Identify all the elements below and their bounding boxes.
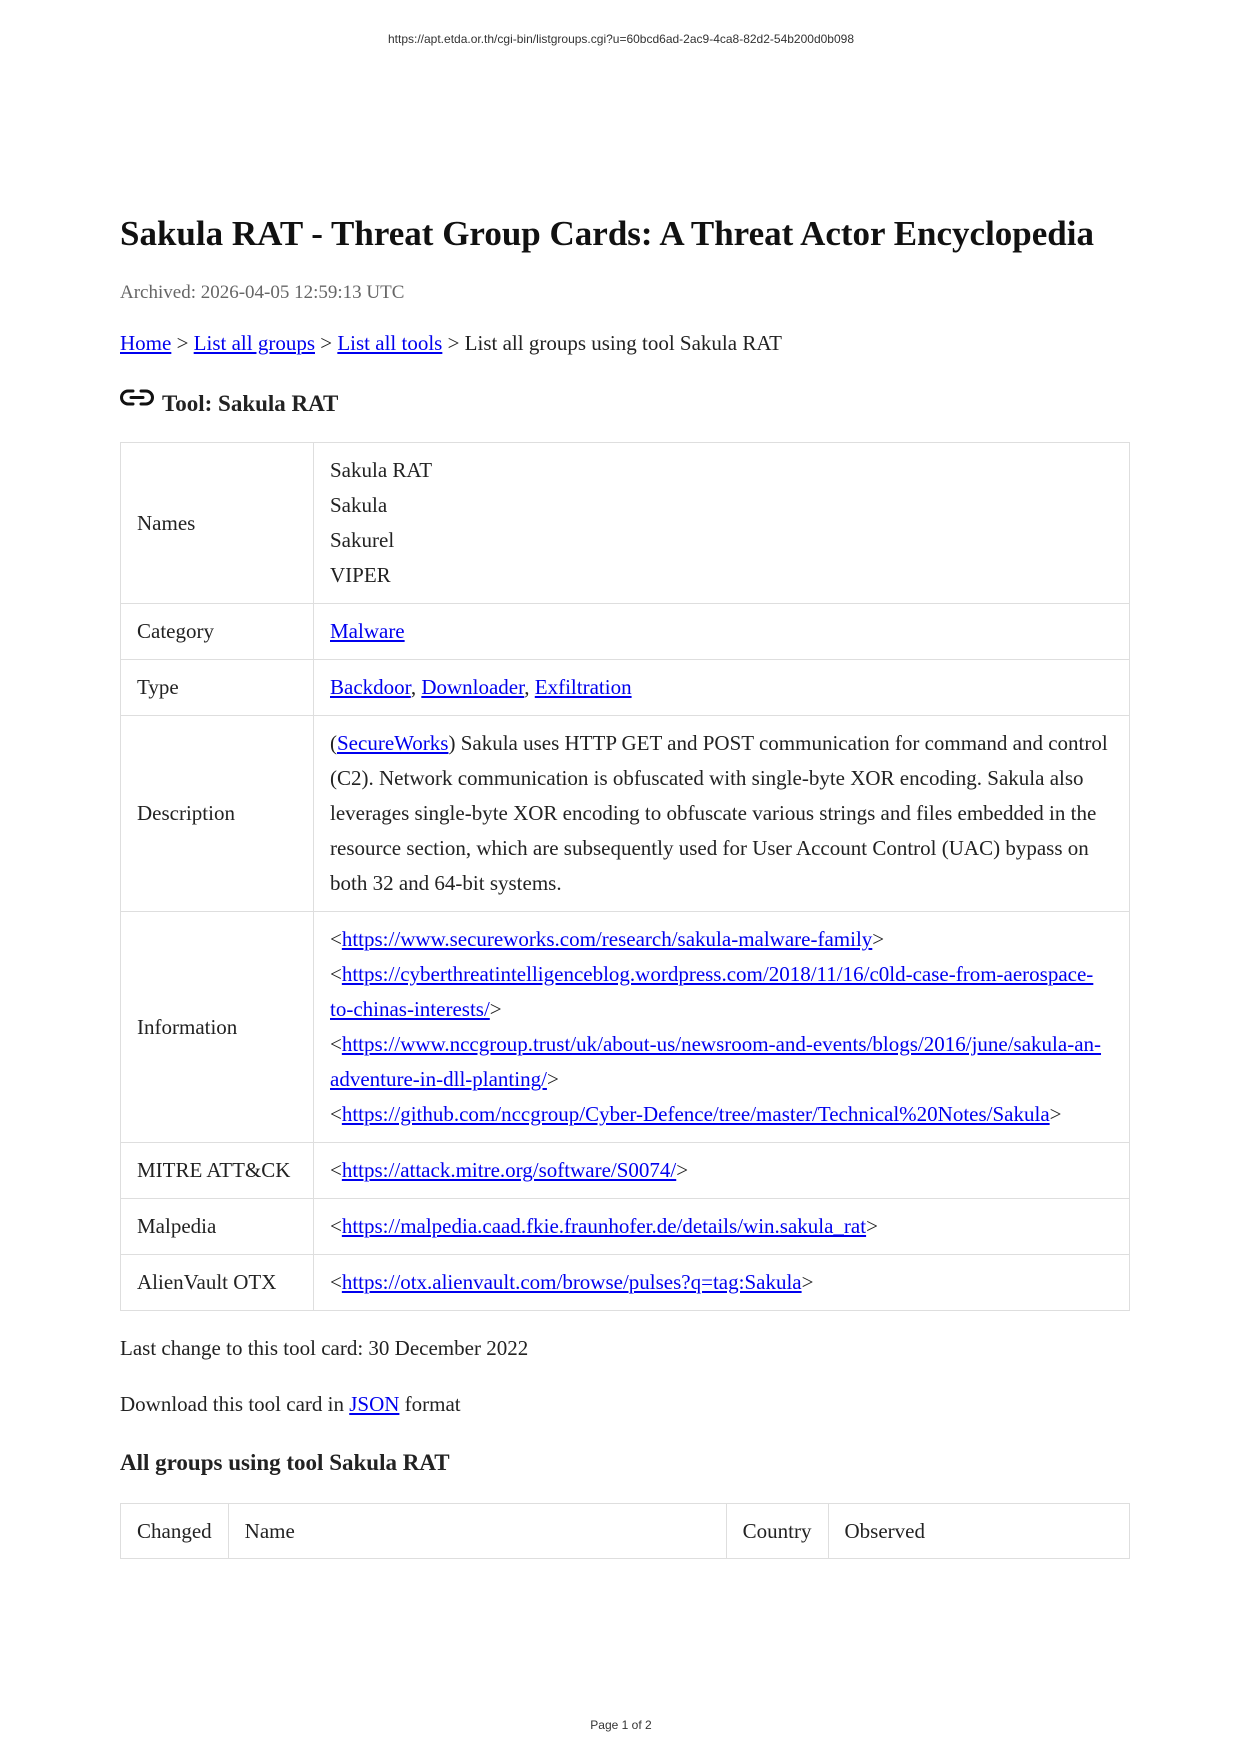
tool-card-table: [120, 442, 1130, 1311]
angle-close: >: [1049, 1102, 1062, 1126]
description-text: ) Sakula uses HTTP GET and POST communication for command and control (C2). Network communication is obfuscated with single-byte XOR encoding. Sakula also leverages single-byte XOR encoding to obfuscate various strings and files embedded in the resource section, which are subsequently used for User Account Control (UAC) bypass on both 32 and 64-bit systems.: [330, 731, 1108, 895]
name-item: Sakula RAT: [330, 458, 433, 482]
angle-open: <: [330, 1214, 342, 1238]
angle-close: >: [546, 1067, 559, 1091]
column-header-changed[interactable]: Changed: [121, 1504, 229, 1559]
angle-close: >: [676, 1158, 689, 1182]
type-cell: [314, 660, 1130, 716]
angle-open: <: [330, 1032, 342, 1056]
name-item: Sakurel: [330, 528, 395, 552]
description-open-paren: (: [330, 731, 337, 755]
table-row-information: [121, 912, 1130, 1143]
table-row-names: [121, 443, 1130, 604]
row-label: Category: [121, 604, 314, 660]
column-header-name[interactable]: Name: [228, 1504, 726, 1559]
breadcrumb-groups-link[interactable]: List all groups: [193, 331, 315, 355]
table-row-malpedia: [121, 1199, 1130, 1255]
table-row-mitre: [121, 1143, 1130, 1199]
column-header-observed[interactable]: Observed: [828, 1504, 1130, 1559]
table-row-description: [121, 716, 1130, 912]
category-link[interactable]: Malware: [330, 619, 405, 643]
breadcrumb-home-link[interactable]: Home: [120, 331, 172, 355]
angle-close: >: [866, 1214, 878, 1238]
row-label: Names: [121, 443, 314, 604]
malpedia-cell: [314, 1199, 1130, 1255]
column-header-country[interactable]: Country: [726, 1504, 828, 1559]
row-label: AlienVault OTX: [121, 1255, 314, 1311]
information-link[interactable]: https://github.com/nccgroup/Cyber-Defence/tree/master/Technical%20Notes/Sakula: [341, 1102, 1050, 1126]
row-label: Information: [121, 912, 314, 1143]
breadcrumb-separator: >: [171, 331, 194, 355]
breadcrumb-tools-link[interactable]: List all tools: [337, 331, 443, 355]
otx-cell: [314, 1255, 1130, 1311]
groups-heading: All groups using tool Sakula RAT: [120, 1450, 450, 1475]
tool-heading: [120, 388, 1130, 420]
type-link-backdoor[interactable]: Backdoor: [330, 675, 411, 699]
mitre-cell: [314, 1143, 1130, 1199]
breadcrumb-separator: >: [315, 331, 338, 355]
breadcrumb: [120, 328, 1130, 358]
angle-close: >: [801, 1270, 814, 1294]
download-line: [120, 1389, 1130, 1419]
name-item: Sakula: [330, 493, 388, 517]
information-item: [330, 957, 1113, 1027]
breadcrumb-current: > List all groups using tool Sakula RAT: [442, 331, 783, 355]
type-link-exfiltration[interactable]: Exfiltration: [534, 675, 632, 699]
angle-open: <: [330, 1102, 342, 1126]
information-item: [330, 1097, 1113, 1132]
angle-open: <: [330, 927, 342, 951]
table-row-type: [121, 660, 1130, 716]
download-suffix: format: [399, 1392, 461, 1416]
information-link[interactable]: https://www.secureworks.com/research/sakula-malware-family: [341, 927, 873, 951]
json-download-link[interactable]: JSON: [349, 1392, 400, 1416]
table-row-otx: [121, 1255, 1130, 1311]
information-link[interactable]: https://cyberthreatintelligenceblog.wordpress.com/2018/11/16/c0ld-case-from-aerospace-to-chinas-interests/: [330, 962, 1094, 1021]
description-cell: [314, 716, 1130, 912]
groups-table: [120, 1503, 1130, 1559]
category-cell: [314, 604, 1130, 660]
groups-table-header-row: [121, 1504, 1130, 1559]
archived-timestamp: Archived: 2026-04-05 12:59:13 UTC: [120, 282, 405, 303]
name-item: VIPER: [330, 563, 391, 587]
information-item: [330, 922, 1113, 957]
type-separator: ,: [524, 675, 535, 699]
page-footer: Page 1 of 2: [590, 1718, 652, 1732]
page-title: Sakula RAT - Threat Group Cards: A Threat Actor Encyclopedia: [120, 214, 1094, 253]
row-label: Description: [121, 716, 314, 912]
angle-open: <: [330, 1158, 342, 1182]
tool-heading-text: Tool: Sakula RAT: [162, 391, 339, 416]
download-prefix: Download this tool card in: [120, 1392, 350, 1416]
type-separator: ,: [410, 675, 422, 699]
type-link-downloader[interactable]: Downloader: [421, 675, 525, 699]
page-header-url: https://apt.etda.or.th/cgi-bin/listgroups.cgi?u=60bcd6ad-2ac9-4ca8-82d2-54b200d0b098: [387, 32, 854, 46]
link-icon: [120, 387, 154, 409]
angle-close: >: [872, 927, 885, 951]
row-label: Malpedia: [121, 1199, 314, 1255]
angle-open: <: [330, 962, 342, 986]
otx-link[interactable]: https://otx.alienvault.com/browse/pulses?q=tag:Sakula: [341, 1270, 802, 1294]
row-label: Type: [121, 660, 314, 716]
table-row-category: [121, 604, 1130, 660]
angle-close: >: [489, 997, 502, 1021]
information-cell: [314, 912, 1130, 1143]
row-label: MITRE ATT&CK: [121, 1143, 314, 1199]
information-link[interactable]: https://www.nccgroup.trust/uk/about-us/newsroom-and-events/blogs/2016/june/sakula-an-adventure-in-dll-planting/: [330, 1032, 1102, 1091]
last-change-text: Last change to this tool card: 30 December 2022: [120, 1336, 529, 1360]
mitre-link[interactable]: https://attack.mitre.org/software/S0074/: [341, 1158, 677, 1182]
names-cell: [314, 443, 1130, 604]
main-content: [120, 210, 1130, 1559]
malpedia-link[interactable]: https://malpedia.caad.fkie.fraunhofer.de/details/win.sakula_rat: [341, 1214, 867, 1238]
information-item: [330, 1027, 1113, 1097]
angle-open: <: [330, 1270, 342, 1294]
description-source-link[interactable]: SecureWorks: [337, 731, 449, 755]
